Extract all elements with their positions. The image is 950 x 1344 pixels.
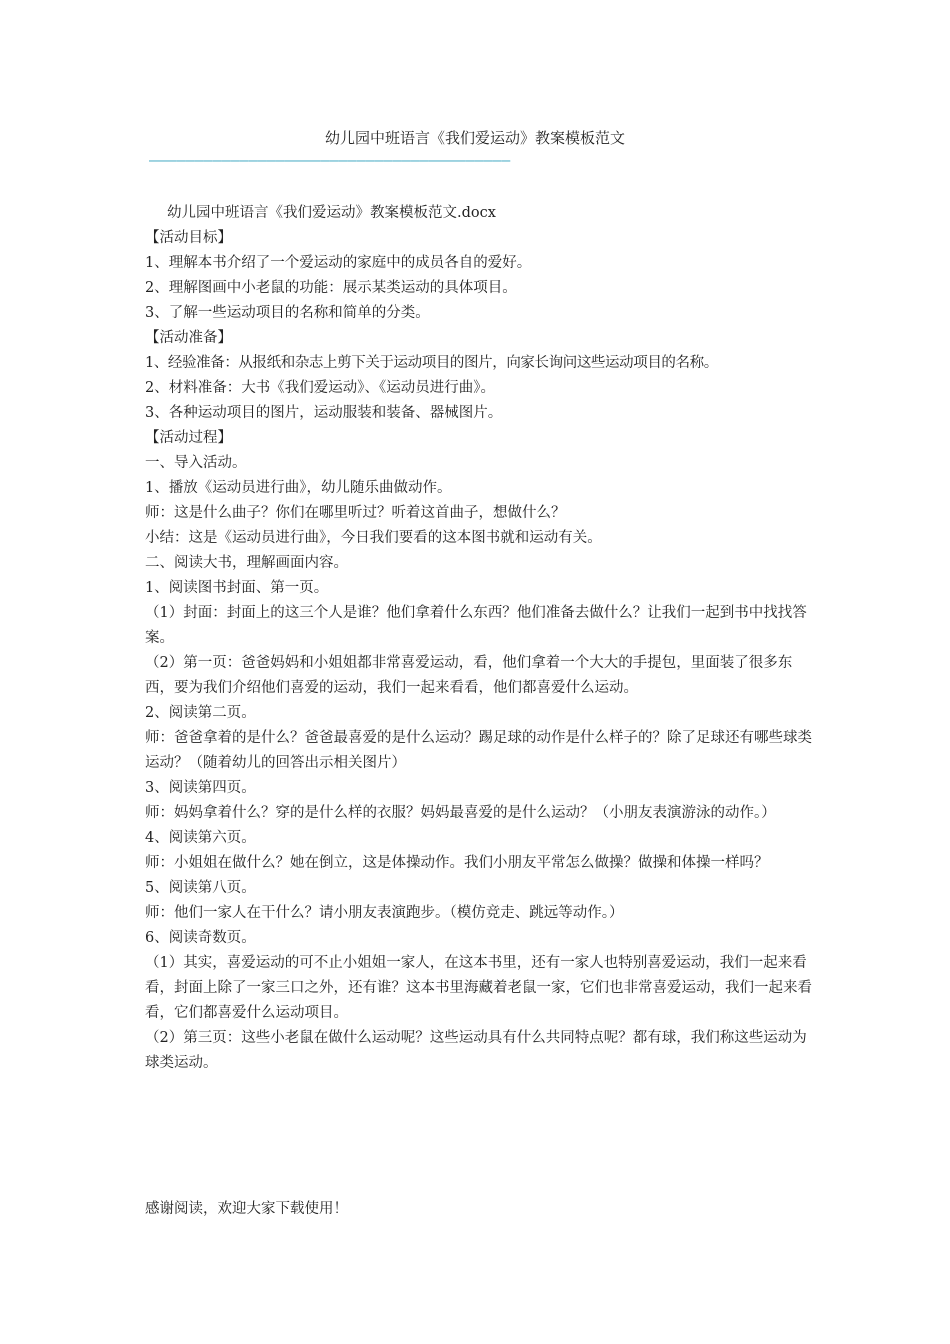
paragraph: 4、阅读第六页。 [145,830,256,846]
title-divider: ———————————————————————————————————————— [149,151,511,169]
paragraph: （1）封面：封面上的这三个人是谁？他们拿着什么东西？他们准备去做什么？让我们一起到书中找找答案。 [145,605,807,646]
document-filename: 幼儿园中班语言《我们爱运动》教案模板范文.docx [167,205,496,221]
paragraph: （2）第一页：爸爸妈妈和小姐姐都非常喜爱运动，看，他们拿着一个大大的手提包，里面装了很多东西，要为我们介绍他们喜爱的运动，我们一起来看看，他们都喜爱什么运动。 [145,655,793,696]
paragraph: 1、阅读图书封面、第一页。 [145,580,329,596]
paragraph: 小结：这是《运动员进行曲》，今日我们要看的这本图书就和运动有关。 [145,530,602,546]
paragraph: 2、阅读第二页。 [145,705,256,721]
closing-note: 感谢阅读，欢迎大家下载使用！ [145,1201,348,1217]
paragraph: 师：他们一家人在干什么？请小朋友表演跑步。（模仿竞走、跳远等动作。） [145,905,624,921]
paragraph: 5、阅读第八页。 [145,880,256,896]
paragraph: （2）第三页：这些小老鼠在做什么运动呢？这些运动具有什么共同特点呢？都有球，我们称这些运动为球类运动。 [145,1030,807,1071]
paragraph: 一、导入活动。 [145,455,247,471]
paragraph: 2、材料准备：大书《我们爱运动》、《运动员进行曲》。 [145,380,495,396]
paragraph: 3、各种运动项目的图片，运动服装和装备、器械图片。 [145,405,503,421]
paragraph: 1、播放《运动员进行曲》，幼儿随乐曲做动作。 [145,480,452,496]
section-heading-goals: 【活动目标】 [145,230,232,246]
paragraph: 1、经验准备：从报纸和杂志上剪下关于运动项目的图片，向家长询问这些运动项目的名称。 [145,355,718,371]
paragraph: 3、阅读第四页。 [145,780,256,796]
paragraph: 2、理解图画中小老鼠的功能：展示某类运动的具体项目。 [145,280,517,296]
document-title: 幼儿园中班语言《我们爱运动》教案模板范文 [324,129,625,147]
section-heading-process: 【活动过程】 [145,430,232,446]
paragraph: 师：这是什么曲子？你们在哪里听过？听着这首曲子，想做什么？ [145,505,566,521]
paragraph: 师：妈妈拿着什么？穿的是什么样的衣服？妈妈最喜爱的是什么运动？（小朋友表演游泳的动作。） [145,805,776,821]
paragraph: 3、了解一些运动项目的名称和简单的分类。 [145,305,430,321]
section-heading-preparation: 【活动准备】 [145,330,232,346]
paragraph: 师：小姐姐在做什么？她在倒立，这是体操动作。我们小朋友平常怎么做操？做操和体操一样吗？ [145,855,769,871]
paragraph: （1）其实，喜爱运动的可不止小姐姐一家人，在这本书里，还有一家人也特别喜爱运动，我们一起来看看，封面上除了一家三口之外，还有谁？这本书里海藏着老鼠一家，它们也非常喜爱运动，我们一起来看看，它们都喜爱什么运动项目。 [145,955,812,1021]
paragraph: 6、阅读奇数页。 [145,930,256,946]
paragraph: 师：爸爸拿着的是什么？爸爸最喜爱的是什么运动？踢足球的动作是什么样子的？除了足球还有哪些球类运动？（随着幼儿的回答出示相关图片） [145,730,812,771]
paragraph: 1、理解本书介绍了一个爱运动的家庭中的成员各自的爱好。 [145,255,532,271]
paragraph: 二、阅读大书，理解画面内容。 [145,555,348,571]
document-body [145,201,813,1076]
